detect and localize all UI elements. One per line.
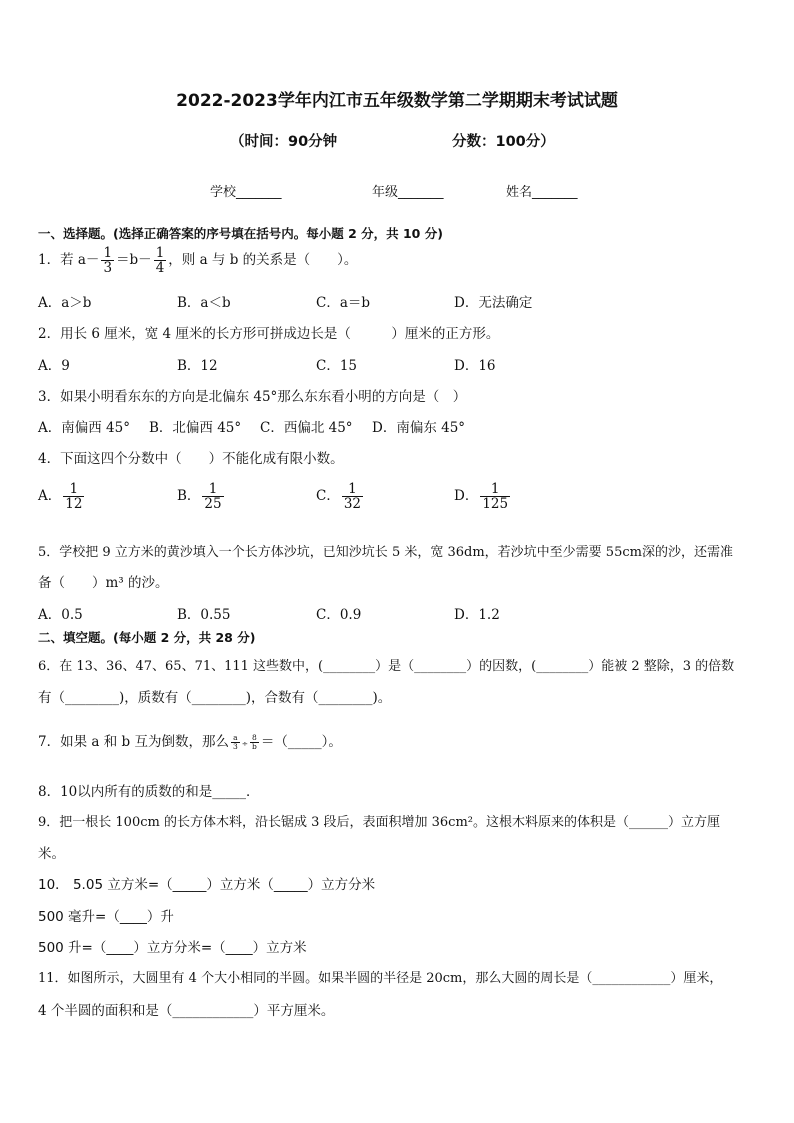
q1-option-d: D．无法确定	[454, 295, 533, 311]
q4-option-b-fraction	[202, 482, 223, 511]
question-10-line-1: 10． 5.05 立方米=（_____）立方米（_____）立方分米	[38, 877, 376, 893]
question-8: 8．10以内所有的质数的和是_____．	[38, 784, 260, 800]
question-9-line-1: 9．把一根长 100cm 的长方体木料，沿长锯成 3 段后，表面积增加 36cm²。这根木料原来的体积是（______）立方厘	[38, 815, 720, 830]
q4-b-denominator: 25	[204, 496, 222, 513]
q1-option-b: B．a＜b	[177, 295, 231, 311]
name-field: 姓名_______	[506, 185, 578, 200]
question-3: 3．如果小明看东东的方向是北偏东 45°那么东东看小明的方向是（ ）	[38, 389, 467, 405]
q4-option-c-label: C．	[316, 488, 340, 505]
question-9-line-2: 米。	[38, 846, 65, 862]
q3-option-a: A．南偏西 45°	[38, 420, 130, 436]
q5-option-c: C．0.9	[316, 607, 362, 623]
q7-f1-numerator: a	[231, 734, 240, 743]
school-field: 学校_______	[210, 185, 282, 200]
q7-fraction-2	[250, 734, 259, 751]
q2-option-a: A．9	[38, 358, 70, 374]
page-title: 2022-2023学年内江市五年级数学第二学期期末考试试题	[176, 91, 618, 111]
q4-option-d-fraction	[480, 482, 510, 511]
q7-f2-numerator: 8	[250, 734, 259, 743]
q4-option-a-fraction	[63, 482, 84, 511]
q1-f2-denominator: 4	[155, 260, 165, 277]
question-2: 2．用长 6 厘米，宽 4 厘米的长方形可拼成边长是（ ）厘米的正方形。	[38, 326, 500, 342]
grade-field: 年级_______	[372, 185, 444, 200]
question-6-line-2: 有（________)，质数有（________)，合数有（________)。	[38, 690, 392, 706]
q5-option-d: D．1.2	[454, 607, 500, 623]
question-11-line-1: 11．如图所示，大圆里有 4 个大小相同的半圆。如果半圆的半径是 20cm，那么大圆的周长是（____________）厘米，	[38, 971, 723, 986]
q1-f1-denominator: 3	[103, 260, 113, 277]
q7-operator: ÷	[241, 739, 249, 748]
q7-f2-denominator: b	[252, 742, 257, 751]
q1-option-c: C．a＝b	[316, 295, 371, 311]
q7-suffix: ＝（_____）。	[260, 734, 342, 750]
q5-option-b: B．0.55	[177, 607, 231, 623]
q7-f1-denominator: 3	[232, 742, 238, 751]
question-5-line-2: 备（ ）m³ 的沙。	[38, 575, 169, 591]
score-label: 分数：100分）	[452, 134, 555, 150]
time-label: （时间：90分钟	[230, 134, 338, 150]
q3-option-c: C．西偏北 45°	[260, 420, 353, 436]
question-10-line-3: 500 升=（____）立方分米=（____）立方米	[38, 940, 307, 956]
question-1	[38, 246, 357, 275]
q4-c-numerator: 1	[342, 482, 363, 497]
q4-option-a-label: A．	[38, 488, 62, 505]
q7-fraction-1	[231, 734, 240, 751]
q4-d-denominator: 125	[482, 496, 509, 513]
q1-f1-numerator: 1	[103, 245, 113, 261]
q4-d-numerator: 1	[480, 482, 510, 497]
q3-option-b: B．北偏西 45°	[149, 420, 242, 436]
q4-option-d	[454, 482, 512, 511]
question-7	[38, 730, 342, 751]
question-4: 4．下面这四个分数中（ ）不能化成有限小数。	[38, 451, 344, 467]
q2-option-b: B．12	[177, 358, 218, 374]
q1-mid: ＝b－	[116, 252, 152, 269]
q4-option-c-fraction	[342, 482, 363, 511]
q7-prefix: 7．如果 a 和 b 互为倒数，那么	[38, 734, 229, 750]
question-6-line-1: 6．在 13、36、47、65、71、111 这些数中，(________）是（________）的因数，(________）能被 2 整除，3 的倍数	[38, 659, 735, 674]
q4-c-denominator: 32	[343, 496, 362, 513]
q4-a-denominator: 12	[65, 496, 83, 513]
section-1-heading: 一、选择题。(选择正确答案的序号填在括号内。每小题 2 分，共 10 分)	[38, 226, 443, 241]
q4-option-a	[38, 482, 86, 511]
q2-option-c: C．15	[316, 358, 358, 374]
q4-option-b-label: B．	[177, 488, 201, 505]
q1-option-a: A．a＞b	[38, 295, 92, 311]
q4-option-b	[177, 482, 226, 511]
question-11-line-2: 4 个半圆的面积和是（____________）平方厘米。	[38, 1003, 335, 1019]
question-5-line-1: 5．学校把 9 立方米的黄沙填入一个长方体沙坑，已知沙坑长 5 米，宽 36dm，若沙坑中至少需要 55cm深的沙，还需准	[38, 545, 733, 560]
q4-option-d-label: D．	[454, 488, 479, 505]
q1-fraction-1	[101, 246, 114, 275]
section-2-heading: 二、填空题。(每小题 2 分，共 28 分)	[38, 630, 256, 645]
question-10-line-2: 500 毫升=（____）升	[38, 909, 174, 925]
q3-option-d: D．南偏东 45°	[372, 420, 466, 436]
q4-b-numerator: 1	[202, 482, 223, 497]
q4-option-c	[316, 482, 365, 511]
q1-suffix: ，则 a 与 b 的关系是（ ）。	[168, 252, 358, 269]
q4-a-numerator: 1	[63, 482, 84, 497]
q1-fraction-2	[154, 246, 167, 275]
q1-prefix: 1．若 a－	[38, 252, 100, 269]
q2-option-d: D．16	[454, 358, 496, 374]
q1-f2-numerator: 1	[155, 245, 165, 261]
q5-option-a: A．0.5	[38, 607, 83, 623]
